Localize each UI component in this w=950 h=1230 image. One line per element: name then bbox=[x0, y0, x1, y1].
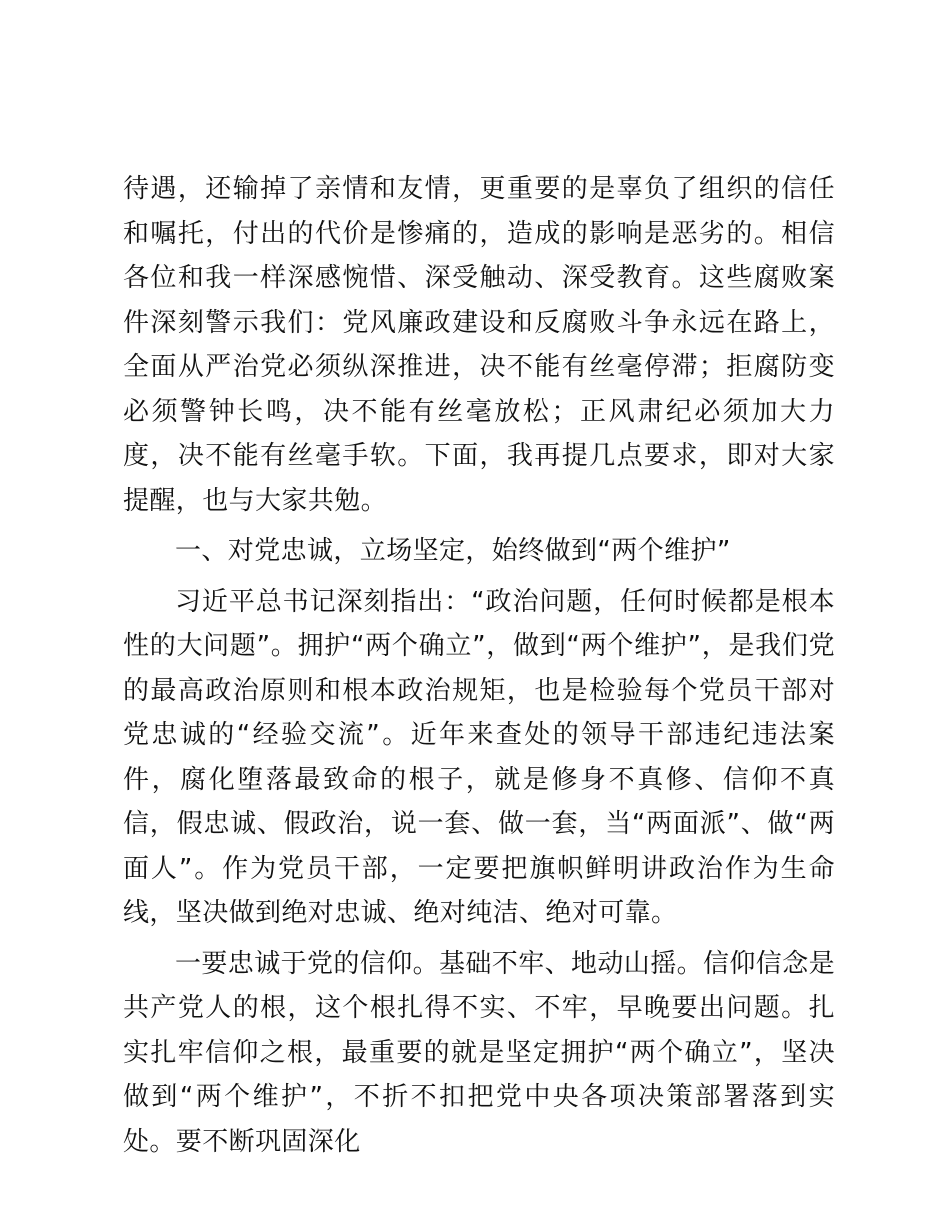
section-heading: 一、对党忠诚，立场坚定，始终做到“两个维护” bbox=[175, 536, 731, 566]
paragraph-continuation: 待遇，还输掉了亲情和友情，更重要的是辜负了组织的信任和嘱托，付出的代价是惨痛的，造成的影响是恶劣的。相信各位和我一样深感惋惜、深受触动、深受教育。这些腐败案件深刻警示我们：党风廉政建设和反腐败斗争永远在路上，全面从严治党必须纵深推进，决不能有丝毫停滞；拒腐防变必须警钟长鸣，决不能有丝毫放松；正风肃纪必须加大力度，决不能有丝毫手软。下面，我再提几点要求，即对大家提醒，也与大家共勉。 bbox=[123, 174, 835, 516]
paragraph-body: 一要忠诚于党的信仰。基础不牢、地动山摇。信仰信念是共产党人的根，这个根扎得不实、不牢，早晚要出问题。扎实扎牢信仰之根，最重要的就是坚定拥护“两个确立”，坚决做到“两个维护”，不折不扣把党中央各项决策部署落到实处。要不断巩固深化 bbox=[123, 948, 836, 1157]
paragraph-body: 习近平总书记深刻指出：“政治问题，任何时候都是根本性的大问题”。拥护“两个确立”，做到“两个维护”，是我们党的最高政治原则和根本政治规矩，也是检验每个党员干部对党忠诚的“经验交流”。近年来查处的领导干部违纪违法案件，腐化堕落最致命的根子，就是修身不真修、信仰不真信，假忠诚、假政治，说一套、做一套，当“两面派”、做“两面人”。作为党员干部，一定要把旗帜鲜明讲政治作为生命线，坚决做到绝对忠诚、绝对纯洁、绝对可靠。 bbox=[123, 586, 835, 928]
document-body bbox=[123, 167, 835, 1164]
